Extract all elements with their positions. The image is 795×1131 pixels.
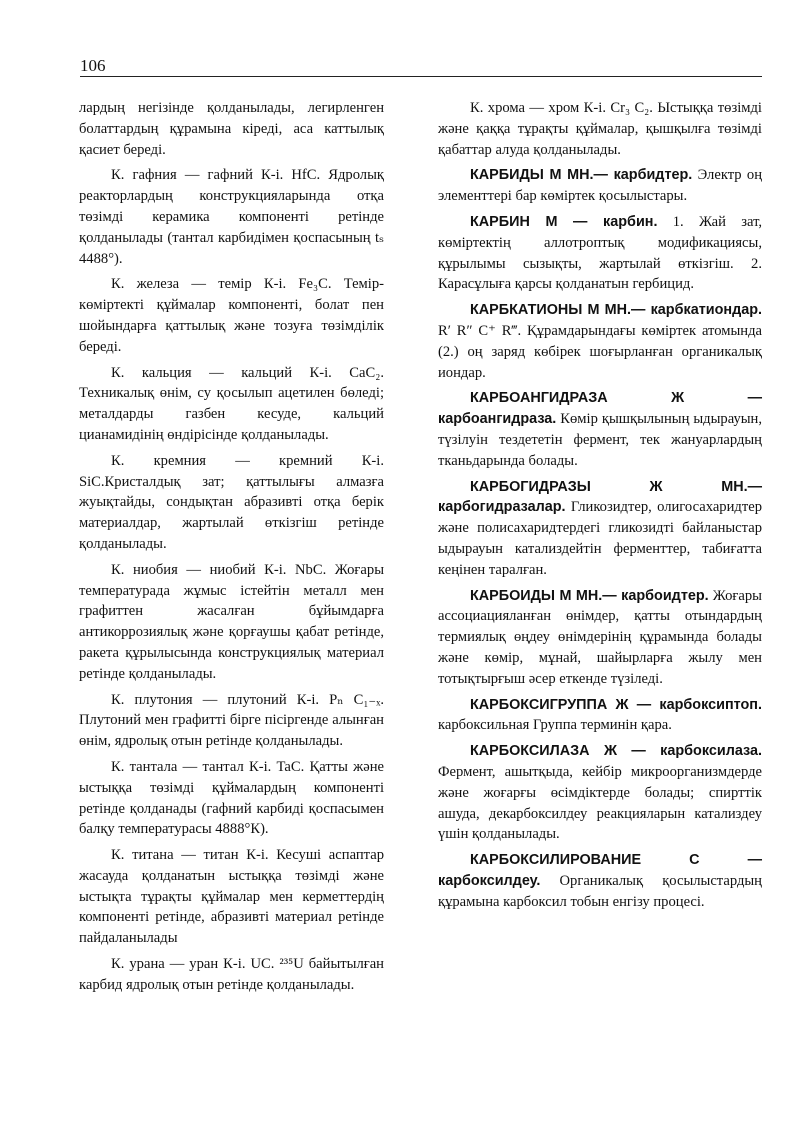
entry-definition: Көмір қышқылының ыдырауын, түзілуін тездететін фермент, тек жануарлардың тканьдарында болады. — [438, 411, 762, 469]
entry-paragraph: К. кальция — кальций К-і. CaC₂. Техникалық өнім, су қосылып ацетилен бөледі; металдарды газбен кесуде, кальций цианамидінің өндірісінде қолданылады. — [79, 364, 384, 443]
entry-paragraph: К. плутония — плутоний К-і. Pₙ C₁₋ₓ. Плутоний мен графитті бірге пісіргенде алынған өнім, ядролық отын ретінде қолданылады. — [79, 691, 384, 750]
entry-paragraph: К. хрома — хром К-і. Cr₃ C₂. Ыстыққа төзімді және қаққа тұрақты құймалар, қышқылға төзімді қабаттар алуда қолданылады. — [438, 100, 762, 158]
dictionary-entry — [438, 300, 762, 383]
header-rule — [80, 76, 762, 77]
entry-headword: КАРБОГИДРАЗЫ Ж МН.— карбогидразалар. — [438, 478, 762, 516]
entry-definition: Органикалық қосылыстардың құрамына карбоксил тобын енгізу процесі. — [438, 872, 762, 910]
entry-definition: 1. Жай зат, көміртектің аллотроптық модификациясы, құрылымы сызықты, жартылай өткізгіш. 2. Карасұлыға қарсы қолданатын гербицид. — [438, 213, 762, 293]
entry-paragraph: К. железа — темір К-і. Fe₃C. Темір-көміртекті құймалар компоненті, болат пен шойындарға қаттылық және тозуға төзімділік береді. — [79, 276, 384, 355]
entry-paragraph: лардың негізінде қолданылады, легирленген болаттардың құрамына кіреді, аса каттылық қасиет береді. — [79, 100, 384, 158]
dictionary-entry — [438, 388, 762, 471]
entry-definition: Фермент, ашытқыда, кейбір микроорганизмдерде және жоғарғы өсімдіктерде болады; спирттік ашуда, декарбоксилдеу реакцияларын катализдеу үшін қолданылады. — [438, 763, 762, 843]
entry-paragraph: К. тантала — тантал К-і. TaC. Қатты және ыстыққа төзімді құймалардың компоненті ретінде қолданады (гафний карбиді қоспасымен балқу температурасы 4888°К). — [79, 758, 384, 838]
entry-headword: КАРБОКСИЛИРОВАНИЕ С — карбоксилдеу. — [438, 852, 762, 889]
entry-headword: КАРБОАНГИДРАЗА Ж — карбоангидраза. — [438, 390, 762, 428]
left-column — [79, 98, 384, 1001]
entry-headword: КАРБОИДЫ М МН.— карбоидтер. — [470, 587, 709, 604]
entry-headword: КАРБОКСИГРУППА Ж — карбоксиптоп. — [470, 696, 762, 713]
dictionary-entry — [438, 850, 762, 912]
entry-headword: КАРБИДЫ М МН.— карбидтер. — [470, 167, 693, 184]
entry-headword: КАРБИН М — карбин. — [470, 213, 658, 230]
entry-paragraph: К. кремния — кремний К-і. SiC.Кристалдық зат; қаттылығы алмазға жуықтайды, сондықтан абразивті отқа берік материалдар, жартылай өткізгіш ретінде қолданылады. — [79, 452, 384, 552]
entry-definition: R′ R″ C⁺ R‴. Құрамдарындағы көміртек атомында (2.) оң заряд көбірек шоғырланған органикалық иондар. — [438, 322, 762, 381]
entry-definition: Жоғары ассоциацияланған өнімдер, қатты отындардың термиялық өңдеу өнімдерінің құрамында болады және көмір, мұнай, шайырларға жылу мен тотықтырғыш әсер еткенде түзіледі. — [438, 587, 762, 687]
dictionary-entry — [438, 741, 762, 845]
page-number: 106 — [80, 56, 106, 75]
dictionary-entry — [438, 695, 762, 737]
entry-paragraph: К. гафния — гафний К-і. HfC. Ядролық реакторлардың конструкцияларында отқа төзімді керамика компоненті ретінде қолданылады (тантал карбидімен қоспасының tₛ 4488°). — [79, 167, 384, 267]
dictionary-entry — [438, 165, 762, 207]
dictionary-entry — [438, 212, 762, 295]
right-column — [438, 98, 762, 917]
entry-paragraph: К. урана — уран К-і. UC. ²³⁵U байытылған карбид ядролық отын ретінде қолданылады. — [79, 956, 384, 993]
entry-paragraph: К. ниобия — ниобий К-і. NbC. Жоғары температурада жұмыс істейтін металл мен графиттен жасалған бұйымдарға антикоррозиялық және қорғаушы қабат ретінде, ракета құрылысында конструкциялық материал ретінде қолданылады. — [79, 561, 384, 682]
dictionary-entry — [438, 477, 762, 581]
dictionary-entry — [438, 586, 762, 690]
entry-headword: КАРБКАТИОНЫ М МН.— карбкатиондар. — [470, 302, 762, 319]
entry-definition: Гликозидтер, олигосахаридтер және полисахаридтердегі гликозидті байланыстар ыдырауын катализдейтін ферменттер, табиғатта кеңінен таралған. — [438, 499, 762, 578]
entry-definition: Электр оң элементтері бар көміртек қосылыстары. — [438, 167, 763, 205]
entry-definition: карбоксильная Группа терминін қара. — [438, 717, 672, 734]
entry-paragraph: К. титана — титан К-і. Кесуші аспаптар жасауда қолданатын ыстыққа төзімді және ыстықта тұрақты құймалар мен керметтердің компоненті ретінде, абразивті материал ретінде пайдаланылады — [79, 847, 384, 947]
entry-headword: КАРБОКСИЛАЗА Ж — карбоксилаза. — [470, 743, 762, 760]
